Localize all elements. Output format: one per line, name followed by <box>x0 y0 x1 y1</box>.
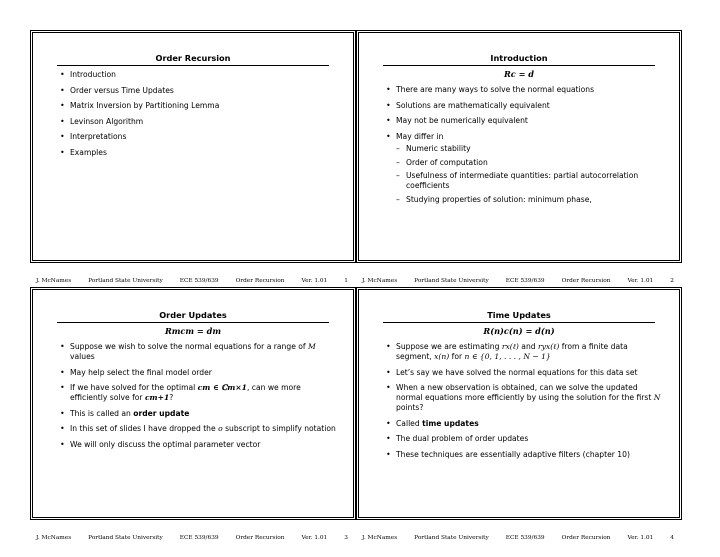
title-rule <box>383 322 655 323</box>
slide-3 <box>30 287 356 541</box>
slide-footer <box>36 535 348 541</box>
slide-4 <box>356 287 682 541</box>
text-span: for <box>449 352 465 361</box>
text-span: ? <box>169 393 174 403</box>
list-item: • Let’s say we have solved the normal equations for this data set <box>386 368 665 378</box>
footer-course: ECE 539/639 <box>179 278 219 284</box>
list-item: • There are many ways to solve the normal equations <box>386 85 665 95</box>
footer-page-number: 2 <box>670 278 674 284</box>
list-item <box>60 424 339 434</box>
bullet-list <box>386 342 665 466</box>
slide-equation: Rc = d <box>503 69 535 79</box>
text-span: values <box>70 352 95 361</box>
footer-version: Ver. 1.01 <box>301 535 328 541</box>
text-span: Suppose we are estimating <box>396 342 502 351</box>
bullet-list <box>60 342 339 456</box>
footer-course: ECE 539/639 <box>505 278 545 284</box>
list-item <box>386 383 665 413</box>
slide-equation: Rmcm = dm <box>164 326 222 336</box>
list-item: • Introduction <box>60 70 339 80</box>
list-item: • Matrix Inversion by Partitioning Lemma <box>60 101 339 111</box>
text-span: subscript to simplify notation <box>222 424 336 434</box>
slide-1 <box>30 30 356 284</box>
slide-title: Order Recursion <box>155 53 231 63</box>
math-variable: M <box>308 342 316 351</box>
slide-title: Introduction <box>490 53 548 63</box>
list-item <box>386 342 665 362</box>
bullet-list <box>60 70 339 164</box>
slide-footer <box>36 278 348 284</box>
slide-equation: R(n)c(n) = d(n) <box>483 326 555 336</box>
footer-topic: Order Recursion <box>561 535 611 541</box>
footer-topic: Order Recursion <box>561 278 611 284</box>
slide-title: Time Updates <box>487 310 551 320</box>
text-span: Called <box>396 418 423 428</box>
sub-list-item: – Numeric stability <box>396 144 665 154</box>
list-item: • Order versus Time Updates <box>60 86 339 96</box>
list-item: • Solutions are mathematically equivalent <box>386 101 665 111</box>
title-rule <box>57 322 329 323</box>
text-span: When a new observation is obtained, can we solve the updated normal equations more efficiently by using the solution for the first <box>396 383 654 403</box>
math-expression: n ∈ {0, 1, . . . , N − 1} <box>464 352 551 361</box>
bold-term: order update <box>133 408 190 418</box>
math-expression: rx(ℓ) <box>501 342 519 351</box>
footer-page-number: 4 <box>670 535 674 541</box>
text-span: If we have solved for the optimal <box>70 383 198 393</box>
footer-university: Portland State University <box>88 535 163 541</box>
footer-author: J. McNames <box>362 535 398 541</box>
footer-version: Ver. 1.01 <box>301 278 328 284</box>
footer-university: Portland State University <box>414 278 489 284</box>
sub-list-item: – Usefulness of intermediate quantities: partial autocorrelation coefficients <box>396 171 665 191</box>
math-variable: N <box>653 393 661 403</box>
list-item <box>60 383 339 403</box>
footer-university: Portland State University <box>88 278 163 284</box>
list-item <box>386 419 665 429</box>
list-item: • May help select the final model order <box>60 368 339 378</box>
title-rule <box>57 65 329 66</box>
list-item <box>386 132 665 205</box>
footer-author: J. McNames <box>362 278 398 284</box>
math-expression: cm ∈ ℂm×1 <box>197 383 247 393</box>
list-item: • Interpretations <box>60 132 339 142</box>
footer-page-number: 3 <box>344 535 348 541</box>
footer-author: J. McNames <box>36 535 72 541</box>
list-item <box>60 342 339 362</box>
text-span: In this set of slides I have dropped the <box>70 424 219 434</box>
math-expression: ryx(ℓ) <box>538 342 560 351</box>
math-variable: o <box>218 424 223 434</box>
list-item: • These techniques are essentially adaptive filters (chapter 10) <box>386 450 665 460</box>
text-span: points? <box>396 403 424 413</box>
slide-footer <box>362 278 674 284</box>
math-expression: cm+1 <box>144 393 170 403</box>
slide-2 <box>356 30 682 284</box>
list-item: • May not be numerically equivalent <box>386 116 665 126</box>
footer-university: Portland State University <box>414 535 489 541</box>
list-item: • Levinson Algorithm <box>60 117 339 127</box>
list-item-text: May differ in <box>396 131 444 141</box>
math-expression: x(n) <box>434 352 450 361</box>
text-span: from a finite data segment, <box>396 342 628 361</box>
list-item: • The dual problem of order updates <box>386 434 665 444</box>
text-span: and <box>518 342 538 351</box>
list-item: • Examples <box>60 148 339 158</box>
footer-version: Ver. 1.01 <box>627 278 654 284</box>
text-span: , can we more efficiently solve for <box>70 383 301 403</box>
footer-course: ECE 539/639 <box>179 535 219 541</box>
text-span: Suppose we wish to solve the normal equations for a range of <box>70 342 309 351</box>
footer-topic: Order Recursion <box>235 535 285 541</box>
bold-term: time updates <box>422 418 479 428</box>
footer-topic: Order Recursion <box>235 278 285 284</box>
bullet-list <box>386 85 665 210</box>
text-span: This is called an <box>70 408 134 418</box>
footer-version: Ver. 1.01 <box>627 535 654 541</box>
list-item: • We will only discuss the optimal parameter vector <box>60 440 339 450</box>
slide-footer <box>362 535 674 541</box>
footer-course: ECE 539/639 <box>505 535 545 541</box>
sub-list-item: – Studying properties of solution: minimum phase, <box>396 195 665 205</box>
footer-author: J. McNames <box>36 278 72 284</box>
slide-title: Order Updates <box>159 310 227 320</box>
sub-list <box>396 144 665 205</box>
footer-page-number: 1 <box>344 278 348 284</box>
list-item <box>60 409 339 419</box>
title-rule <box>383 65 655 66</box>
sub-list-item: – Order of computation <box>396 158 665 168</box>
